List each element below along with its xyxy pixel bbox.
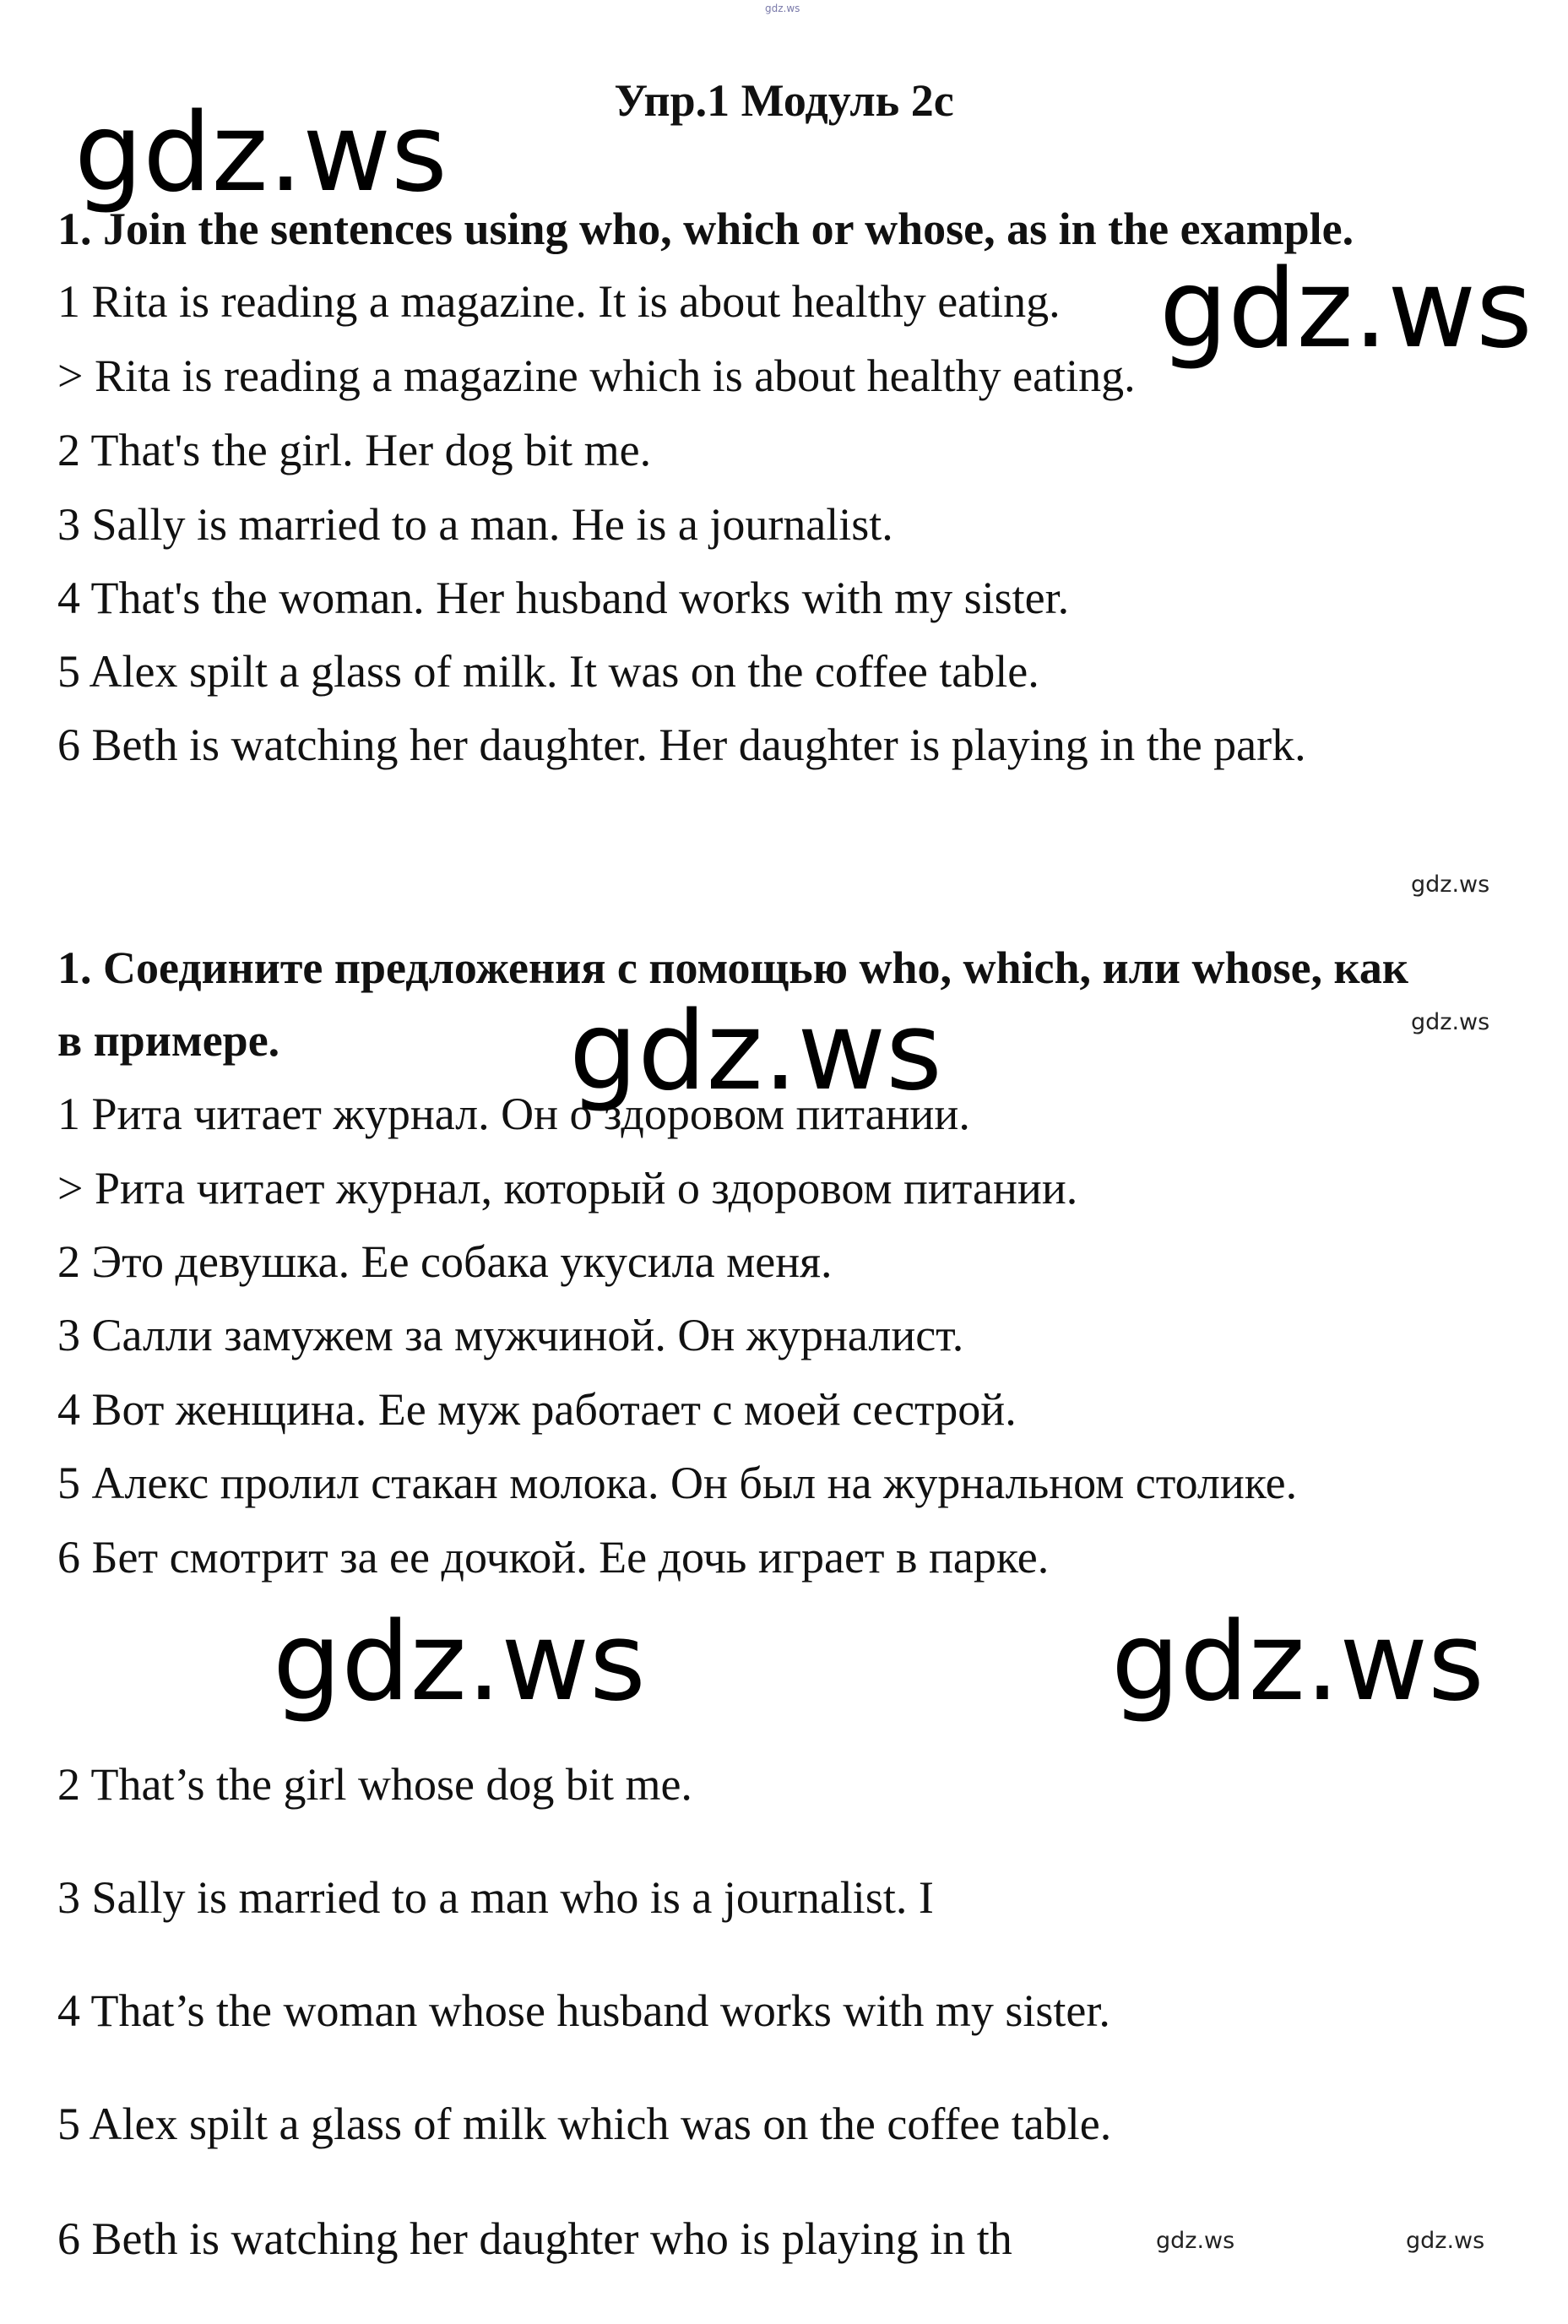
top-watermark: gdz.ws <box>765 3 800 14</box>
english-line: 4 That's the woman. Her husband works with my sister. <box>57 573 1070 623</box>
watermark: gdz.ws <box>1159 247 1533 372</box>
russian-line: 3 Салли замужем за мужчиной. Он журналист. <box>57 1310 964 1360</box>
russian-line: 1 Рита читает журнал. Он о здоровом питании. <box>57 1089 970 1139</box>
small-watermark: gdz.ws <box>1406 2228 1485 2254</box>
english-line: 6 Beth is watching her daughter. Her daughter is playing in the park. <box>57 719 1306 770</box>
english-line: 1 Rita is reading a magazine. It is about healthy eating. <box>57 276 1061 327</box>
russian-line: > Рита читает журнал, который о здоровом питании. <box>57 1163 1078 1214</box>
russian-line: 6 Бет смотрит за ее дочкой. Ее дочь играет в парке. <box>57 1532 1050 1583</box>
english-line: 5 Alex spilt a glass of milk. It was on the coffee table. <box>57 646 1039 697</box>
russian-instruction: 1. Соедините предложения с помощью who, which, или whose, как <box>57 942 1408 993</box>
answer-line: 4 That’s the woman whose husband works with my sister. <box>57 1985 1110 2036</box>
russian-line: 5 Алекс пролил стакан молока. Он был на журнальном столике. <box>57 1458 1298 1508</box>
answer-line: 6 Beth is watching her daughter who is playing in th <box>57 2213 1012 2264</box>
english-line: 2 That's the girl. Her dog bit me. <box>57 425 652 475</box>
page-title: Упр.1 Модуль 2с <box>614 75 954 126</box>
watermark: gdz.ws <box>74 90 448 216</box>
answer-line: 5 Alex spilt a glass of milk which was on the coffee table. <box>57 2099 1112 2149</box>
watermark: gdz.ws <box>569 989 942 1115</box>
english-line: > Rita is reading a magazine which is about healthy eating. <box>57 350 1136 401</box>
watermark: gdz.ws <box>273 1599 646 1725</box>
russian-instruction-cont: в примере. <box>57 1015 280 1066</box>
watermark: gdz.ws <box>1111 1599 1484 1725</box>
small-watermark: gdz.ws <box>1156 2228 1235 2254</box>
answer-line: 3 Sally is married to a man who is a journalist. I <box>57 1872 934 1923</box>
english-instruction: 1. Join the sentences using who, which or whose, as in the example. <box>57 204 1354 254</box>
russian-line: 4 Вот женщина. Ее муж работает с моей сестрой. <box>57 1384 1017 1435</box>
answer-line: 2 That’s the girl whose dog bit me. <box>57 1759 692 1810</box>
small-watermark: gdz.ws <box>1411 872 1490 898</box>
english-line: 3 Sally is married to a man. He is a journalist. <box>57 499 893 550</box>
russian-line: 2 Это девушка. Ее собака укусила меня. <box>57 1236 833 1287</box>
small-watermark: gdz.ws <box>1411 1009 1490 1035</box>
